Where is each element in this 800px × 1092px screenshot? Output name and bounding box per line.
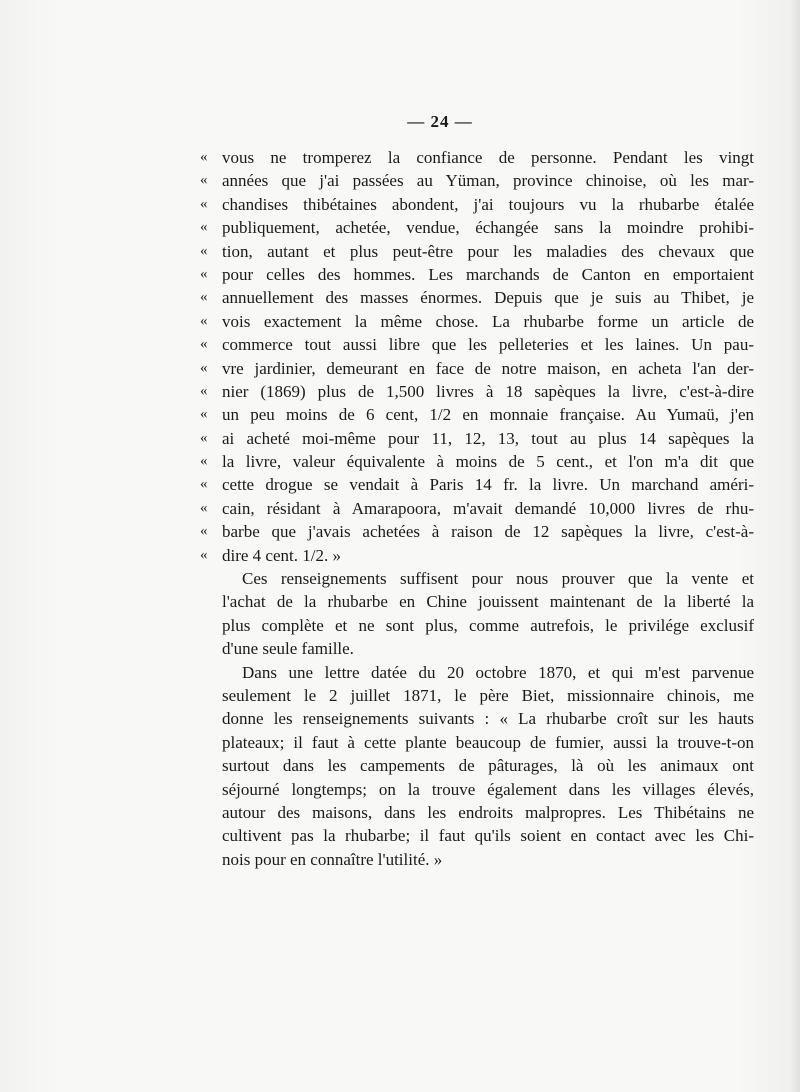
quote-mark: « <box>200 476 208 493</box>
line-text: dire 4 cent. 1/2. » <box>222 545 341 565</box>
line-text: ai acheté moi-même pour 11, 12, 13, tout au plus 14 sapèques la <box>222 428 754 448</box>
line-text: l'achat de la rhubarbe en Chine jouissent maintenant de la liberté la <box>222 592 754 612</box>
body-text <box>200 146 754 871</box>
page-number: — 24 — <box>407 112 473 131</box>
line-text: tion, autant et plus peut-être pour les maladies des chevaux que <box>222 241 754 261</box>
text-line <box>222 614 754 637</box>
text-line <box>200 497 754 520</box>
text-line <box>200 216 754 239</box>
text-line <box>200 380 754 403</box>
text-line <box>200 310 754 333</box>
text-line <box>200 473 754 496</box>
line-text: plus complète et ne sont plus, comme autrefois, le privilége exclusif <box>222 615 754 635</box>
line-text: publiquement, achetée, vendue, échangée sans la moindre prohibi- <box>222 218 754 238</box>
page-edge-shadow <box>790 0 800 1092</box>
text-line <box>222 754 754 777</box>
quote-mark: « <box>200 523 208 540</box>
line-text: vre jardinier, demeurant en face de notre maison, en acheta l'an der- <box>222 358 754 378</box>
line-text: la livre, valeur équivalente à moins de 5 cent., et l'on m'a dit que <box>222 452 754 472</box>
text-line <box>222 637 754 660</box>
line-text: chandises thibétaines abondent, j'ai toujours vu la rhubarbe étalée <box>222 194 754 214</box>
line-text: annuellement des masses énormes. Depuis que je suis au Thibet, je <box>222 288 754 308</box>
line-text: vois exactement la même chose. La rhubarbe forme un article de <box>222 311 754 331</box>
text-line <box>222 778 754 801</box>
line-text: pour celles des hommes. Les marchands de Canton en emportaient <box>222 264 754 284</box>
text-line <box>222 707 754 730</box>
line-text: donne les renseignements suivants : « La rhubarbe croît sur les hauts <box>222 709 754 729</box>
line-text: cultivent pas la rhubarbe; il faut qu'ils soient en contact avec les Chi- <box>222 826 754 846</box>
line-text: Dans une lettre datée du 20 octobre 1870, et qui m'est parvenue <box>242 662 754 682</box>
line-text: Ces renseignements suffisent pour nous prouver que la vente et <box>242 569 754 589</box>
quote-mark: « <box>200 265 208 282</box>
text-line <box>200 333 754 356</box>
text-line <box>200 520 754 543</box>
line-text: cette drogue se vendait à Paris 14 fr. la livre. Un marchand améri- <box>222 475 754 495</box>
text-line <box>200 427 754 450</box>
text-line <box>200 286 754 309</box>
text-line <box>200 193 754 216</box>
line-text: vous ne tromperez la confiance de personne. Pendant les vingt <box>222 148 754 167</box>
text-line <box>200 169 754 192</box>
line-text: un peu moins de 6 cent, 1/2 en monnaie française. Au Yumaü, j'en <box>222 405 754 425</box>
quote-mark: « <box>200 382 208 399</box>
quote-mark: « <box>200 406 208 423</box>
text-line <box>200 450 754 473</box>
text-line <box>222 801 754 824</box>
quote-mark: « <box>200 289 208 306</box>
text-line <box>200 357 754 380</box>
text-line <box>200 240 754 263</box>
quote-mark: « <box>200 359 208 376</box>
line-text: plateaux; il faut à cette plante beaucoup de fumier, aussi la trouve-t-on <box>222 732 754 752</box>
quote-mark: « <box>200 546 208 563</box>
text-line <box>200 263 754 286</box>
text-line <box>200 544 754 567</box>
quote-mark: « <box>200 312 208 329</box>
line-text: barbe que j'avais achetées à raison de 12 sapèques la livre, c'est-à- <box>222 522 754 542</box>
quote-mark: « <box>200 499 208 516</box>
text-line <box>222 731 754 754</box>
line-text: commerce tout aussi libre que les pelleteries et les laines. Un pau- <box>222 335 754 355</box>
line-text: seulement le 2 juillet 1871, le père Biet, missionnaire chinois, me <box>222 685 754 705</box>
line-text: autour des maisons, dans les endroits malpropres. Les Thibétains ne <box>222 802 754 822</box>
quote-mark: « <box>200 336 208 353</box>
text-line <box>200 146 754 169</box>
text-line <box>222 661 754 684</box>
line-text: d'une seule famille. <box>222 639 354 659</box>
quote-mark: « <box>200 172 208 189</box>
text-line <box>222 848 754 871</box>
quote-mark: « <box>200 149 208 165</box>
text-line <box>222 590 754 613</box>
quote-mark: « <box>200 219 208 236</box>
text-line <box>222 684 754 707</box>
quote-mark: « <box>200 453 208 470</box>
line-text: nois pour en connaître l'utilité. » <box>222 849 443 869</box>
quote-mark: « <box>200 242 208 259</box>
line-text: cain, résidant à Amarapoora, m'avait demandé 10,000 livres de rhu- <box>222 498 754 518</box>
line-text: surtout dans les campements de pâturages, là où les animaux ont <box>222 756 754 776</box>
line-text: nier (1869) plus de 1,500 livres à 18 sapèques la livre, c'est-à-dire <box>222 381 754 401</box>
text-line <box>200 403 754 426</box>
text-line <box>222 824 754 847</box>
line-text: séjourné longtemps; on la trouve également dans les villages élevés, <box>222 779 754 799</box>
quote-mark: « <box>200 429 208 446</box>
text-line <box>222 567 754 590</box>
quote-mark: « <box>200 195 208 212</box>
line-text: années que j'ai passées au Yüman, province chinoise, où les mar- <box>222 171 754 191</box>
